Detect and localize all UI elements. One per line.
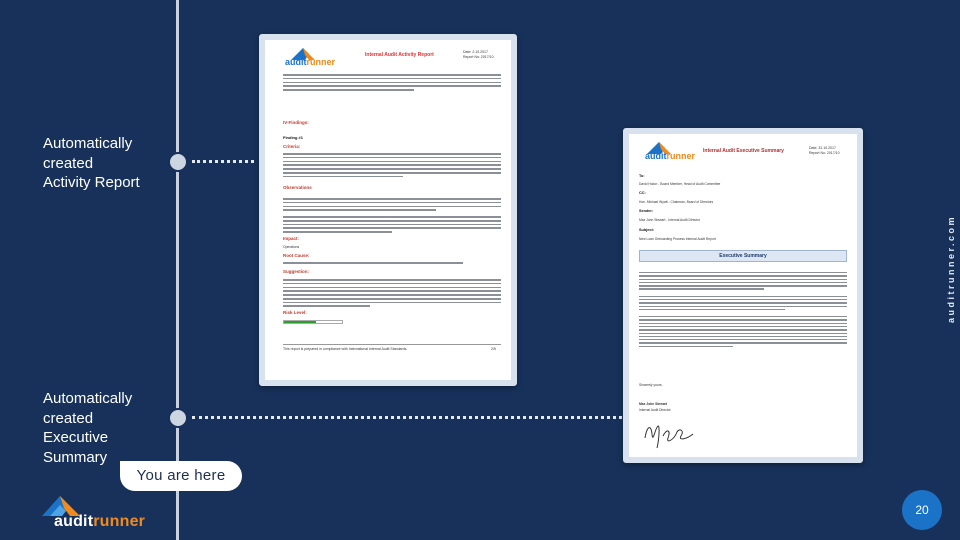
subject-label: Subject: bbox=[639, 228, 654, 232]
observations-text bbox=[283, 198, 501, 235]
logo-text: auditrunner bbox=[54, 513, 146, 530]
step-label-activity-report bbox=[43, 134, 140, 193]
doc-title: Internal Audit Executive Summary bbox=[703, 148, 784, 154]
timeline-node-executive-summary[interactable] bbox=[168, 408, 188, 428]
doc-meta bbox=[463, 50, 494, 60]
risk-level-header: Risk Level: bbox=[283, 310, 307, 315]
connector-executive-summary bbox=[192, 416, 622, 419]
doc-date: Date: 2.10.2017 bbox=[463, 50, 488, 54]
criteria-header: Criteria: bbox=[283, 144, 301, 149]
doc-report-no: Report No: 2017/10 bbox=[463, 55, 494, 59]
finding-title: Finding #1 bbox=[283, 135, 303, 140]
auditrunner-logo bbox=[38, 492, 146, 532]
signer-role: Internal Audit Director bbox=[639, 408, 671, 412]
criteria-text bbox=[283, 153, 501, 179]
timeline-node-activity-report[interactable] bbox=[168, 152, 188, 172]
connector-activity-report bbox=[192, 160, 254, 163]
signature-image bbox=[641, 418, 701, 452]
root-cause-header: Root Cause: bbox=[283, 253, 310, 258]
intro-text bbox=[283, 74, 501, 93]
executive-summary-document[interactable] bbox=[623, 128, 863, 463]
step-label-line: created bbox=[43, 409, 94, 427]
timeline-line bbox=[176, 0, 179, 540]
doc-footer-text: This report is prepared in compliance with International Internal Audit Standards. bbox=[283, 347, 408, 351]
executive-summary-banner: Executive Summary bbox=[639, 250, 847, 262]
root-cause-text bbox=[283, 262, 463, 266]
logo-text: auditrunner bbox=[645, 151, 696, 161]
step-label-line: Summary bbox=[43, 448, 108, 466]
activity-report-document[interactable] bbox=[259, 34, 517, 386]
doc-footer-page: 2/5 bbox=[491, 347, 496, 351]
step-label-executive-summary bbox=[43, 389, 132, 467]
vertical-brand-text: auditrunner.com bbox=[946, 215, 956, 324]
observations-header: Observations bbox=[283, 185, 312, 190]
signer-name: Max John Stewart bbox=[639, 402, 668, 406]
closing-text: Sincerely yours, bbox=[639, 383, 663, 387]
suggestion-header: Suggestion: bbox=[283, 269, 309, 274]
step-label-line: Executive bbox=[43, 429, 109, 446]
impact-header: Impact: bbox=[283, 236, 300, 241]
findings-header: IV-Findings: bbox=[283, 120, 309, 125]
to-label: To: bbox=[639, 174, 645, 178]
logo-text: auditrunner bbox=[285, 57, 336, 67]
step-label-line: Activity Report bbox=[43, 174, 140, 191]
cc-label: CC: bbox=[639, 191, 646, 195]
suggestion-text bbox=[283, 279, 501, 309]
doc-title: Internal Audit Activity Report bbox=[365, 52, 434, 58]
auditrunner-logo bbox=[277, 46, 347, 70]
impact-value: Operations bbox=[283, 245, 300, 249]
auditrunner-logo bbox=[637, 140, 707, 164]
cc-value: Hon. Michael Wyatt - Chairman, Board of Directors bbox=[639, 200, 714, 204]
step-label-line: Automatically bbox=[43, 390, 133, 407]
step-label-line: Automatically bbox=[43, 135, 133, 152]
risk-level-fill bbox=[284, 321, 316, 323]
summary-text bbox=[639, 272, 847, 349]
footer-divider bbox=[283, 344, 501, 345]
subject-value: New Loan Onboarding Process Internal Audit Report bbox=[639, 237, 716, 241]
doc-meta bbox=[809, 146, 840, 156]
risk-level-bar bbox=[283, 320, 343, 324]
step-label-line: created bbox=[43, 154, 94, 172]
doc-report-no: Report No: 2017/10 bbox=[809, 151, 840, 155]
sender-label: Sender: bbox=[639, 209, 654, 213]
to-value: David Hodor - Board Member, Head of Audit Committee bbox=[639, 182, 721, 186]
sender-value: Max John Stewart - Internal Audit Director bbox=[639, 218, 701, 222]
page-number-badge: 20 bbox=[902, 490, 942, 530]
you-are-here-badge: You are here bbox=[120, 461, 242, 491]
doc-date: Date: 31.10.2017 bbox=[809, 146, 836, 150]
